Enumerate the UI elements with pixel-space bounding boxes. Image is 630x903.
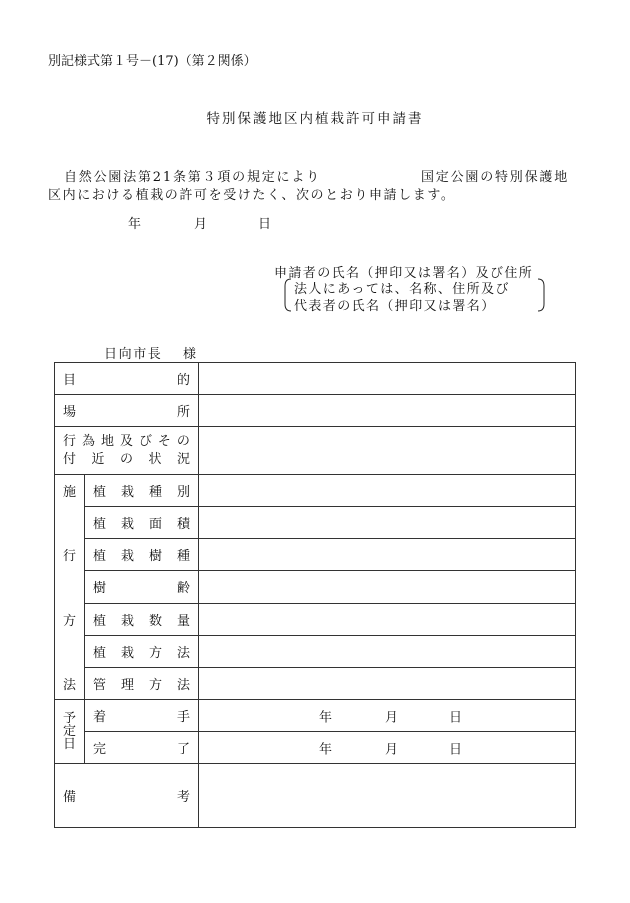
row-start-date [55,700,576,732]
label-planting-type: 植 栽 種 別 [85,475,199,507]
label-location: 場 所 [55,395,199,427]
applicant-label: 申請者の氏名（押印又は署名）及び住所 [274,266,534,281]
intro-line2: 区内における植栽の許可を受けたく、次のとおり申請します。 [48,188,456,203]
label-planting-method: 植 栽 方 法 [85,635,199,667]
corporate-note-line1: 法人にあっては、名称、住所及び [294,282,510,297]
label-planting-quantity: 植 栽 数 量 [85,603,199,635]
finish-day-label: 日 [449,742,463,757]
row-management-method [55,667,576,699]
input-purpose[interactable] [199,363,576,395]
row-site-conditions [55,427,576,475]
label-tree-species: 植 栽 樹 種 [85,539,199,571]
input-finish-date[interactable] [199,732,576,764]
input-tree-age[interactable] [199,571,576,603]
label-purpose: 目 的 [55,363,199,395]
row-remarks [55,764,576,828]
label-start: 着 手 [85,700,199,732]
finish-year-label: 年 [319,742,333,757]
input-location[interactable] [199,395,576,427]
label-tree-age: 樹 齢 [85,571,199,603]
document-title: 特別保護地区内植栽許可申請書 [206,111,424,127]
row-planting-method [55,635,576,667]
label-method-group: 施 行 方 法 [55,475,85,700]
input-planting-method[interactable] [199,635,576,667]
input-site-conditions[interactable] [199,427,576,475]
input-tree-species[interactable] [199,539,576,571]
start-day-label: 日 [449,710,463,725]
label-planting-area: 植 栽 面 積 [85,507,199,539]
addressee-suffix: 様 [183,347,197,362]
label-management-method: 管 理 方 法 [85,667,199,699]
form-number: 別記様式第１号－(17)（第２関係） [48,54,257,69]
row-planting-quantity [55,603,576,635]
intro-line1-part2: 国定公園の特別保護地 [421,170,570,185]
start-month-label: 月 [385,710,399,725]
label-site-conditions: 行 為 地 及 び そ の 付 近 の 状 況 [55,427,199,475]
label-remarks: 備 考 [55,764,199,828]
input-remarks[interactable] [199,764,576,828]
input-planting-quantity[interactable] [199,603,576,635]
row-tree-species [55,539,576,571]
row-finish-date [55,732,576,764]
row-planting-area [55,507,576,539]
row-location [55,395,576,427]
start-year-label: 年 [319,710,333,725]
corporate-note-line2: 代表者の氏名（押印又は署名） [294,299,496,314]
finish-month-label: 月 [385,742,399,757]
application-form-table [54,362,576,828]
addressee-name: 日向市長 [104,347,163,362]
label-finish: 完 了 [85,732,199,764]
row-tree-age [55,571,576,603]
input-planting-area[interactable] [199,507,576,539]
row-planting-type [55,475,576,507]
application-day-label: 日 [258,217,272,232]
application-month-label: 月 [194,217,208,232]
row-purpose [55,363,576,395]
input-planting-type[interactable] [199,475,576,507]
application-year-label: 年 [128,217,142,232]
input-start-date[interactable] [199,700,576,732]
intro-line1-part1: 自然公園法第21条第３項の規定により [64,170,321,185]
input-management-method[interactable] [199,667,576,699]
label-schedule-group: 予 定 日 [55,700,85,764]
